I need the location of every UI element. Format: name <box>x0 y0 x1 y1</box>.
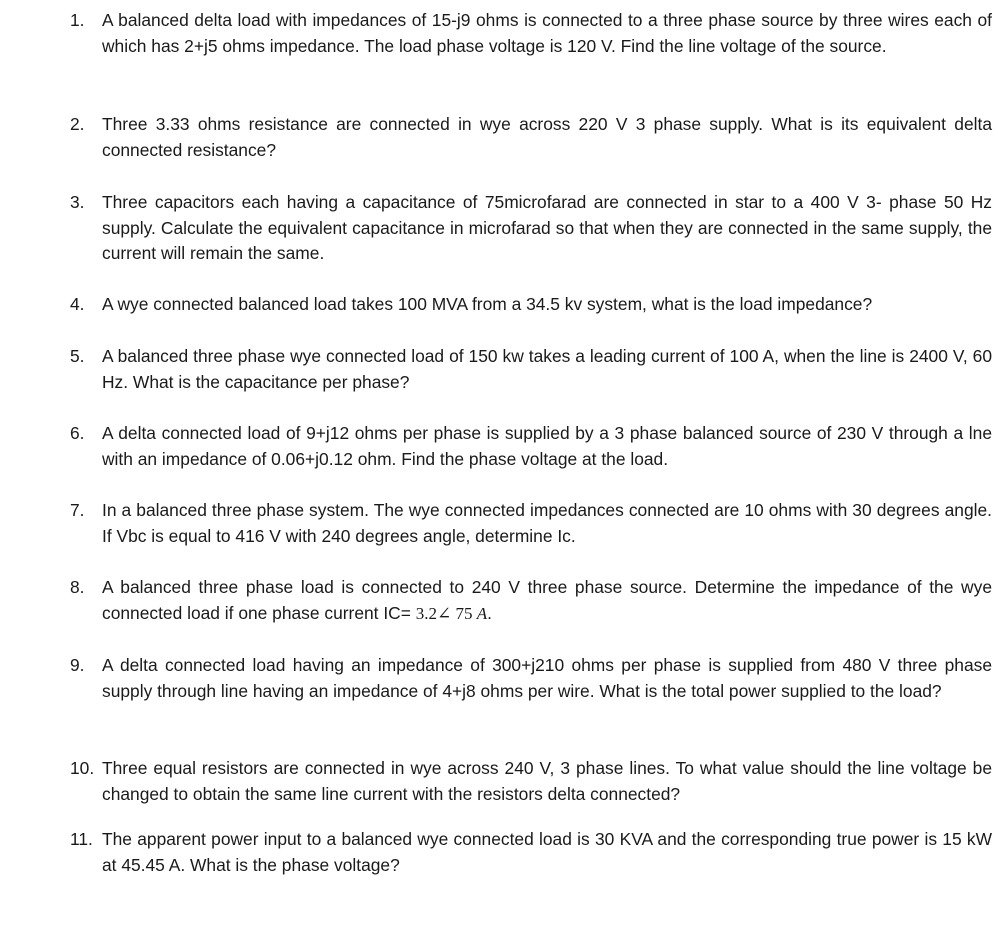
problem-text: A balanced three phase wye connected load of 150 kw takes a leading current of 100 A, when the line is 2400 V, 60 Hz. What is the capacitance per phase? <box>102 346 992 392</box>
phasor-unit: A <box>476 603 488 623</box>
problem-number: 6. <box>70 423 85 443</box>
problem-text: Three equal resistors are connected in wye across 240 V, 3 phase lines. To what value should the line voltage be changed to obtain the same line current with the resistors delta connected? <box>102 758 992 804</box>
problem-1 <box>70 8 992 59</box>
problem-3 <box>70 190 992 267</box>
problem-11 <box>70 827 992 878</box>
problem-number: 10. <box>70 758 95 778</box>
problem-text: A delta connected load having an impedance of 300+j210 ohms per phase is supplied from 480 V three phase supply through line having an impedance of 4+j8 ohms per wire. What is the total power supplied to the load? <box>102 655 992 701</box>
problem-text-main: A balanced three phase load is connected to 240 V three phase source. Determine the impedance of the wye connected load if one phase current IC= <box>102 577 992 623</box>
problem-number: 3. <box>70 192 85 212</box>
problem-4 <box>70 292 992 318</box>
problem-text <box>102 575 992 626</box>
problem-number: 4. <box>70 294 85 314</box>
current-phasor <box>416 604 487 623</box>
problem-5 <box>70 344 992 395</box>
problem-6 <box>70 421 992 472</box>
problem-number: 5. <box>70 346 85 366</box>
problem-7 <box>70 498 992 549</box>
problem-text: A wye connected balanced load takes 100 MVA from a 34.5 kv system, what is the load impedance? <box>102 294 873 314</box>
problem-text: In a balanced three phase system. The wye connected impedances connected are 10 ohms with 30 degrees angle. If Vbc is equal to 416 V with 240 degrees angle, determine Ic. <box>102 500 992 546</box>
problem-number: 11. <box>70 829 93 849</box>
problem-text: A delta connected load of 9+j12 ohms per phase is supplied by a 3 phase balanced source of 230 V through a lne with an impedance of 0.06+j0.12 ohm. Find the phase voltage at the load. <box>102 423 992 469</box>
problem-text-tail: . <box>487 602 492 623</box>
phasor-value: 3.2∠ 75 <box>415 603 473 623</box>
problem-number: 9. <box>70 655 85 675</box>
problem-number: 2. <box>70 114 85 134</box>
problem-text: Three capacitors each having a capacitance of 75microfarad are connected in star to a 400 V 3- phase 50 Hz supply. Calculate the equivalent capacitance in microfarad so that when they are connected in the same supply, the current will remain the same. <box>102 192 992 264</box>
problem-number: 1. <box>70 10 85 30</box>
problem-number: 7. <box>70 500 85 520</box>
problem-text: Three 3.33 ohms resistance are connected in wye across 220 V 3 phase supply. What is its equivalent delta connected resistance? <box>102 114 992 160</box>
problem-number: 8. <box>70 577 85 597</box>
problem-9 <box>70 653 992 704</box>
problem-8 <box>70 575 992 626</box>
problem-2 <box>70 112 992 163</box>
problem-text: The apparent power input to a balanced wye connected load is 30 KVA and the corresponding true power is 15 kW at 45.45 A. What is the phase voltage? <box>102 829 992 875</box>
problem-text: A balanced delta load with impedances of 15-j9 ohms is connected to a three phase source by three wires each of which has 2+j5 ohms impedance. The load phase voltage is 120 V. Find the line voltage of the source. <box>102 10 992 56</box>
problem-10 <box>70 756 992 807</box>
